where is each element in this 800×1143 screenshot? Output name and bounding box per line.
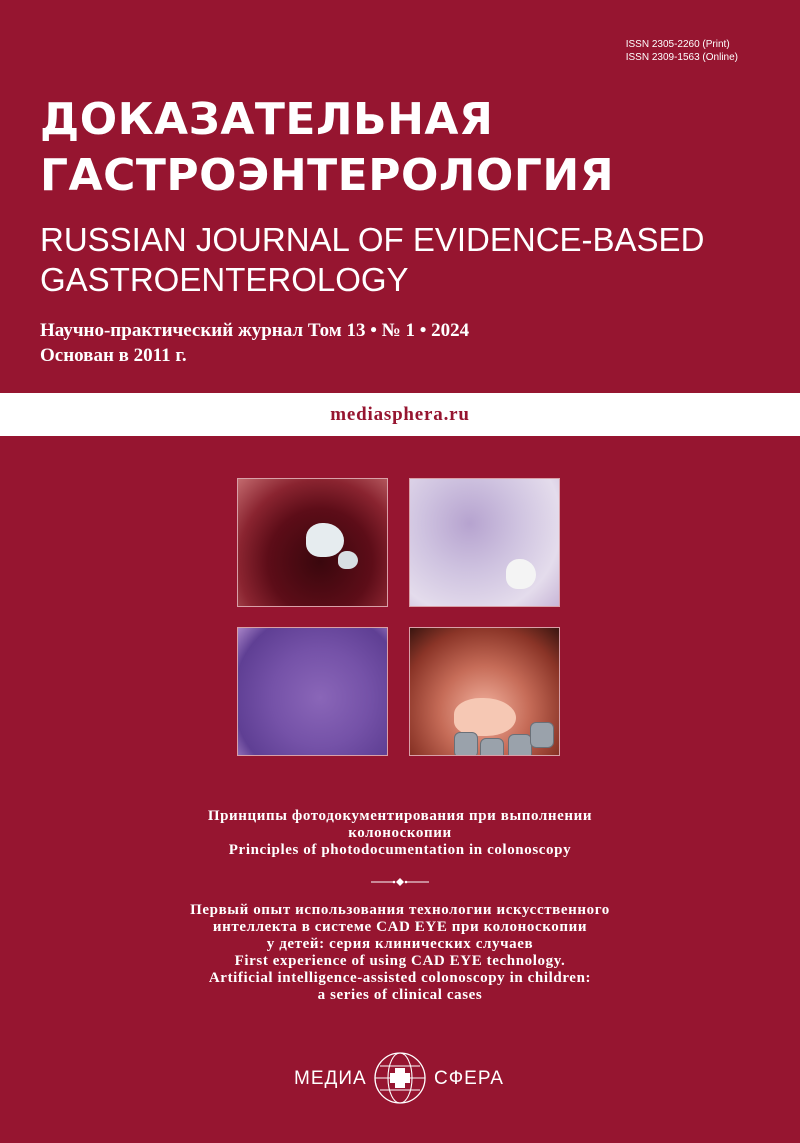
- cover-image-colonoscopy-polyp: [409, 627, 560, 756]
- title-ru-line2: ГАСТРОЭНТЕРОЛОГИЯ: [40, 150, 615, 201]
- ornament-divider-icon: [371, 877, 429, 887]
- article2-en-line3: a series of clinical cases: [317, 987, 483, 1003]
- cover-image-histology-high: [237, 627, 388, 756]
- journal-title-en: [40, 220, 704, 300]
- article-1: [0, 808, 800, 859]
- article1-ru-line1: Принципы фотодокументирования при выполнении: [207, 808, 593, 824]
- issue-info: Научно-практический журнал Том 13 • № 1 • 2024: [40, 320, 470, 341]
- website-link[interactable]: mediasphera.ru: [330, 404, 470, 425]
- website-band: [0, 393, 800, 436]
- publisher-logo: [294, 1046, 514, 1106]
- cover-image-endoscopic-tissue: [237, 478, 388, 607]
- article1-en-line1: Principles of photodocumentation in colonoscopy: [228, 842, 572, 858]
- journal-subtitle: [40, 318, 469, 368]
- article2-ru-line1: Первый опыт использования технологии искусственного: [190, 902, 610, 918]
- article1-ru-line2: колоноскопии: [348, 825, 452, 841]
- title-en-line1: RUSSIAN JOURNAL OF EVIDENCE-BASED: [40, 221, 705, 258]
- issn-block: [626, 38, 738, 64]
- article2-ru-line2: интеллекта в системе CAD EYE при колоноскопии: [212, 919, 588, 935]
- article2-ru-line3: у детей: серия клинических случаев: [266, 936, 534, 952]
- publisher-right: СФЕРА: [434, 1068, 504, 1089]
- cover-image-histology-low: [409, 478, 560, 607]
- issn-online: ISSN 2309-1563 (Online): [625, 52, 738, 63]
- article-2: [0, 902, 800, 1004]
- publisher-left: МЕДИА: [294, 1068, 367, 1089]
- journal-title-ru: [40, 92, 614, 204]
- article2-en-line1: First experience of using CAD EYE technology.: [234, 953, 566, 969]
- globe-cross-icon: [372, 1050, 428, 1106]
- title-en-line2: GASTROENTEROLOGY: [40, 261, 409, 298]
- article2-en-line2: Artificial intelligence-assisted colonoscopy in children:: [208, 970, 592, 986]
- founded-info: Основан в 2011 г.: [40, 345, 187, 366]
- title-ru-line1: ДОКАЗАТЕЛЬНАЯ: [40, 94, 494, 145]
- issn-print: ISSN 2305-2260 (Print): [625, 39, 730, 50]
